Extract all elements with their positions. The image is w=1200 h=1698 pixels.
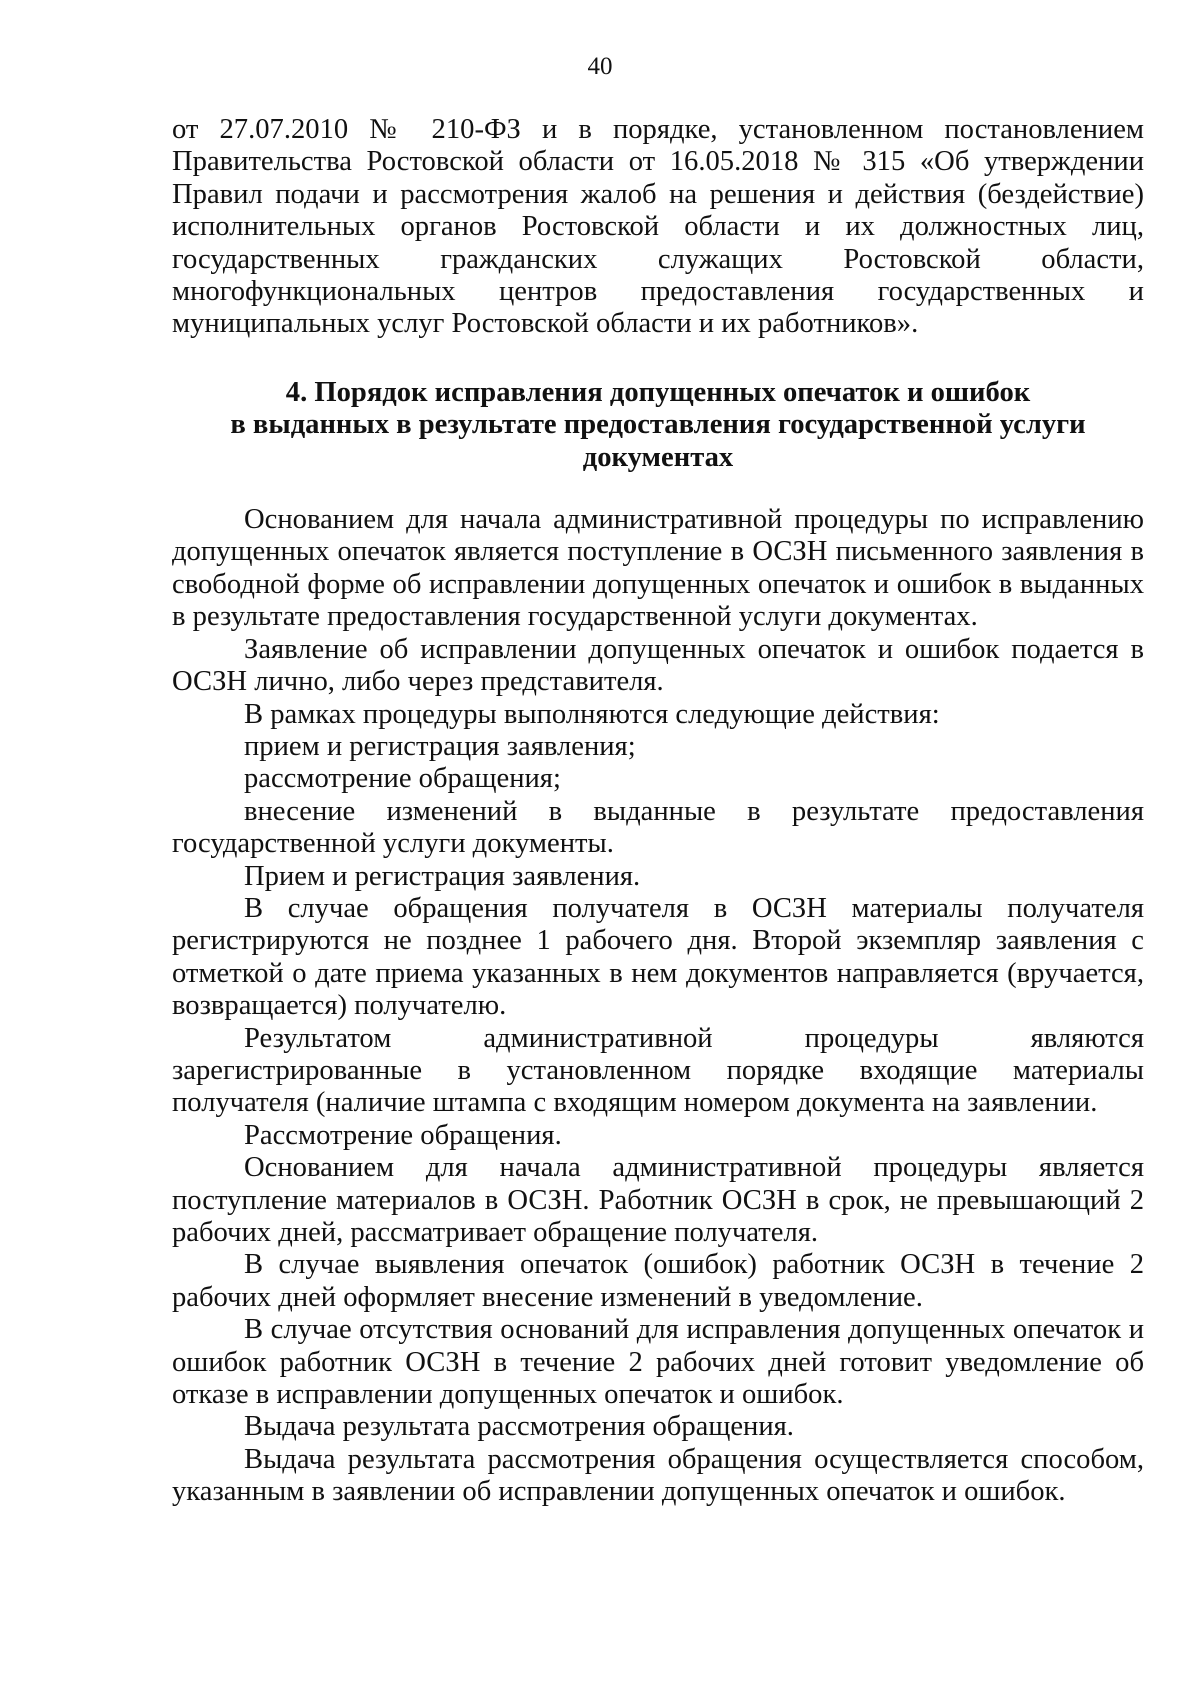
subheading-review: Рассмотрение обращения. [244, 1119, 562, 1151]
paragraph-basis: Основанием для начала административной процедуры по исправлению допущенных опечаток является поступление в ОСЗН письменного заявления в свободной форме об исправлении допущенных опечаток и ошибок в выданных в результате предоставления государственной услуги документах. [172, 504, 1144, 633]
subheading-issuance: Выдача результата рассмотрения обращения. [244, 1411, 794, 1443]
paragraph-actions-intro: В рамках процедуры выполняются следующие действия: [244, 698, 940, 730]
section-heading-line-2: в выданных в результате предоставления государственной услуги [230, 409, 1086, 441]
paragraph-no-grounds: В случае отсутствия оснований для исправления допущенных опечаток и ошибок работник ОСЗН в течение 2 рабочих дней готовит уведомление об отказе в исправлении допущенных опечаток и ошибок. [172, 1314, 1144, 1411]
list-item-changes: внесение изменений в выданные в результате предоставления государственной услуги документы. [172, 795, 1144, 860]
subheading-reception: Прием и регистрация заявления. [244, 860, 641, 892]
paragraph-application-submission: Заявление об исправлении допущенных опечаток и ошибок подается в ОСЗН лично, либо через представителя. [172, 633, 1144, 698]
paragraph-issuance-method: Выдача результата рассмотрения обращения осуществляется способом, указанным в заявлении об исправлении допущенных опечаток и ошибок. [172, 1443, 1144, 1508]
intro-paragraph: от 27.07.2010 № 210-ФЗ и в порядке, установленном постановлением Правительства Ростовской области от 16.05.2018 № 315 «Об утверждении Правил подачи и рассмотрения жалоб на решения и действия (бездействие) исполнительных органов Ростовской области и их должностных лиц, государственных гражданских служащих Ростовской области, многофункциональных центров предоставления государственных и муниципальных услуг Ростовской области и их работников». [172, 114, 1144, 340]
section-heading-line-3: документах [582, 441, 734, 473]
list-item-review: рассмотрение обращения; [244, 763, 561, 795]
page-number: 40 [587, 53, 613, 80]
document-body [172, 114, 1144, 1509]
paragraph-review-basis: Основанием для начала административной процедуры является поступление материалов в ОСЗН. Работник ОСЗН в срок, не превышающий 2 рабочих дней, рассматривает обращение получателя. [172, 1152, 1144, 1248]
list-item-reception: прием и регистрация заявления; [244, 730, 636, 762]
paragraph-errors-found: В случае выявления опечаток (ошибок) работник ОСЗН в течение 2 рабочих дней оформляет внесение изменений в уведомление. [172, 1249, 1144, 1313]
paragraph-registration-result: Результатом административной процедуры являются зарегистрированные в установленном порядке входящие материалы получателя (наличие штампа с входящим номером документа на заявлении. [172, 1022, 1144, 1119]
section-heading [172, 377, 1144, 474]
paragraph-registration: В случае обращения получателя в ОСЗН материалы получателя регистрируются не позднее 1 рабочего дня. Второй экземпляр заявления с отметкой о дате приема указанных в нем документов направляется (вручается, возвращается) получателю. [172, 892, 1144, 1022]
section-heading-line-1: 4. Порядок исправления допущенных опечаток и ошибок [285, 376, 1031, 408]
